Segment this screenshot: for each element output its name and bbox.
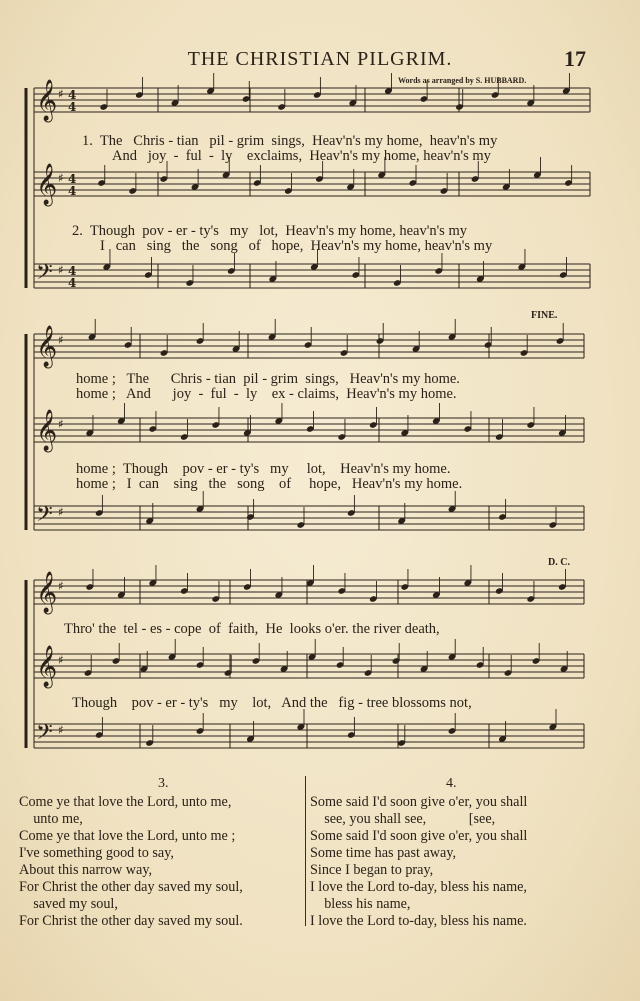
meter-bottom: 4 (68, 184, 77, 198)
verse-line: Some said I'd soon give o'er, you shall (310, 828, 528, 844)
key-sharp: ♯ (58, 417, 64, 431)
treble-clef: 𝄞 (36, 80, 58, 121)
meter-bottom: 4 (68, 276, 77, 290)
verse-line: Come ye that love the Lord, unto me ; (19, 828, 236, 844)
lyric-line: home ; Though pov - er - ty's my lot, Heav'n's my home. (76, 461, 451, 477)
treble-clef: 𝄞 (36, 646, 58, 687)
verse-line: For Christ the other day saved my soul, (19, 879, 243, 895)
verse-line: saved my soul, (19, 896, 118, 912)
page-title: THE CHRISTIAN PILGRIM. (187, 48, 453, 70)
verse-line: I love the Lord to-day, bless his name. (310, 913, 527, 929)
verse-number: 4. (446, 776, 457, 791)
verse-line: For Christ the other day saved my soul. (19, 913, 243, 929)
fine-mark: FINE. (531, 310, 558, 321)
lyric-line: 1. The Chris - tian pil - grim sings, Heav'n's my home, heav'n's my (82, 133, 498, 149)
meter-top: 4 (68, 88, 77, 102)
verse-line: see, you shall see, [see, (310, 811, 496, 827)
verse-line: I've something good to say, (19, 845, 174, 861)
key-sharp: ♯ (58, 653, 64, 667)
meter-top: 4 (68, 172, 77, 186)
verse-line: About this narrow way, (19, 862, 153, 878)
meter-top: 4 (68, 264, 77, 278)
verse-line: unto me, (19, 811, 83, 827)
lyric-line: I can sing the song of hope, Heav'n's my home, heav'n's my (100, 238, 493, 254)
key-sharp: ♯ (58, 263, 64, 277)
bass-clef: 𝄢 (36, 502, 53, 532)
dc-mark: D. C. (548, 557, 570, 568)
verse-line: bless his name, (310, 896, 411, 912)
verse-line: Since I began to pray, (310, 862, 434, 878)
key-sharp: ♯ (58, 505, 64, 519)
verse-line: Some time has past away, (310, 845, 457, 861)
treble-clef: 𝄞 (36, 326, 58, 367)
lyric-line: And joy - ful - ly exclaims, Heav'n's my home, heav'n's my (112, 148, 491, 164)
verse-line: Some said I'd soon give o'er, you shall (310, 794, 528, 810)
key-sharp: ♯ (58, 333, 64, 347)
attribution: Words as arranged by S. HUBBARD. (398, 76, 527, 85)
verse-divider (305, 776, 306, 926)
verse-line: Come ye that love the Lord, unto me, (19, 794, 232, 810)
key-sharp: ♯ (58, 87, 64, 101)
verse-number: 3. (158, 776, 169, 791)
meter-bottom: 4 (68, 100, 77, 114)
lyric-line: home ; The Chris - tian pil - grim sings, Heav'n's my home. (76, 371, 460, 387)
lyric-line: home ; I can sing the song of hope, Heav'n's my home. (76, 476, 463, 492)
lyric-line: Though pov - er - ty's my lot, And the fig - tree blossoms not, (72, 695, 472, 711)
verse-line: I love the Lord to-day, bless his name, (310, 879, 527, 895)
treble-clef: 𝄞 (36, 572, 58, 613)
page-number: 17 (564, 46, 586, 71)
key-sharp: ♯ (58, 579, 64, 593)
key-sharp: ♯ (58, 171, 64, 185)
lyric-line: home ; And joy - ful - ly ex - claims, Heav'n's my home. (76, 386, 457, 402)
bass-clef: 𝄢 (36, 260, 53, 290)
treble-clef: 𝄞 (36, 410, 58, 451)
treble-clef: 𝄞 (36, 164, 58, 205)
lyric-line: 2. Though pov - er - ty's my lot, Heav'n's my home, heav'n's my (72, 223, 467, 239)
lyric-line: Thro' the tel - es - cope of faith, He looks o'er. the river death, (64, 621, 440, 637)
bass-clef: 𝄢 (36, 720, 53, 750)
key-sharp: ♯ (58, 723, 64, 737)
